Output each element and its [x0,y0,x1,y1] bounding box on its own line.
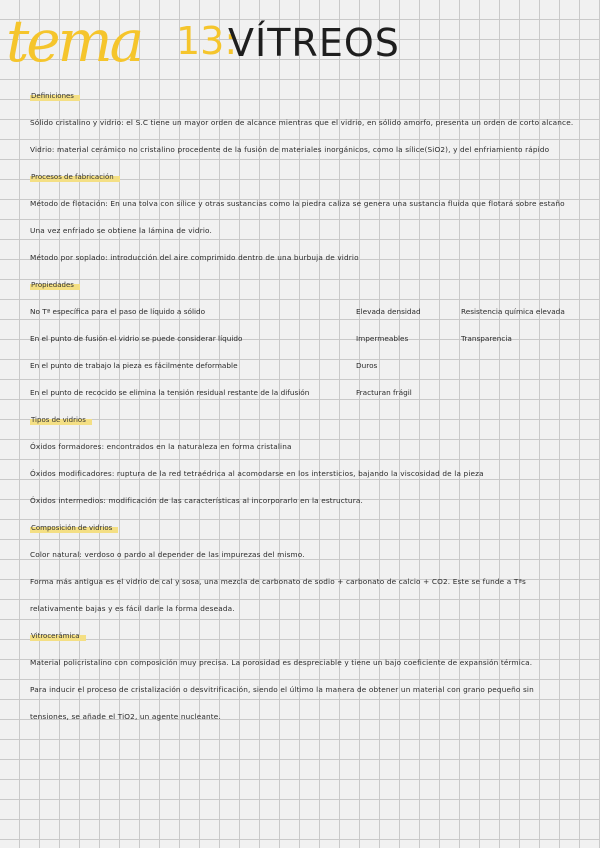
property-item: Elevada densidad [356,307,421,316]
text-line: Material policristalino con composición muy precisa. La porosidad es despreciable y tiene un bajo coeficiente de expansión térmica. [30,658,533,667]
property-item: Duros [356,361,378,370]
property-item: No Tª específica para el paso de líquido a sólido [30,307,206,316]
heading-vitroceramica: Vitrocerámica [30,631,86,641]
property-item: En el punto de recocido se elimina la tensión residual restante de la difusión [30,388,310,397]
heading-procesos: Procesos de fabricación [30,172,120,182]
text-line: Una vez enfriado se obtiene la lámina de vidrio. [30,226,212,235]
text-line: Vidrio: material cerámico no cristalino procedente de la fusión de materiales inorgánicos, como la sílice(SiO2), y del enfriamiento rápido [30,145,550,154]
property-item: Resistencia química elevada [461,307,565,316]
heading-definiciones: Definiciones [30,91,80,101]
title-number: 13: [176,19,238,63]
property-item: Impermeables [356,334,409,343]
text-line: Forma más antigua es el vidrio de cal y sosa, una mezcla de carbonato de sodio + carbonato de calcio + CO2. Este se funde a Tªs [30,577,527,586]
heading-tipos: Tipos de vidrios [30,415,92,425]
text-line: Óxidos modificadores: ruptura de la red tetraédrica al acomodarse en los intersticios, bajando la viscosidad de la pieza [30,469,484,478]
heading-composicion: Composición de vidrios [30,523,118,533]
text-line: Óxidos formadores: encontrados en la naturaleza en forma cristalina [30,442,292,451]
property-item: En el punto de fusión el vidrio se puede considerar líquido [30,334,243,343]
title-main: VÍTREOS [228,21,400,65]
text-line: relativamente bajas y es fácil darle la forma deseada. [30,604,235,613]
heading-propiedades: Propiedades [30,280,80,290]
text-line: Color natural: verdoso o pardo al depender de las impurezas del mismo. [30,550,305,559]
text-line: Sólido cristalino y vidrio: el S.C tiene un mayor orden de alcance mientras que el vidrio, en sólido amorfo, presenta un orden de corto alcance. [30,118,574,127]
text-line: Óxidos intermedios: modificación de las características al incorporarlo en la estructura. [30,496,363,505]
text-line: Método por soplado: introducción del aire comprimido dentro de una burbuja de vidrio [30,253,359,262]
text-line: Para inducir el proceso de cristalización o desvitrificación, siendo el último la manera de obtener un material con grano pequeño sin [30,685,534,694]
property-item: Transparencia [461,334,512,343]
property-item: Fracturan frágil [356,388,412,397]
text-line: tensiones, se añade el TiO2, un agente nucleante. [30,712,221,721]
text-line: Método de flotación: En una tolva con sílice y otras sustancias como la piedra caliza se genera una sustancia fluida que flotará sobre estaño [30,199,565,208]
property-item: En el punto de trabajo la pieza es fácilmente deformable [30,361,238,370]
title-tema: tema [6,7,142,75]
